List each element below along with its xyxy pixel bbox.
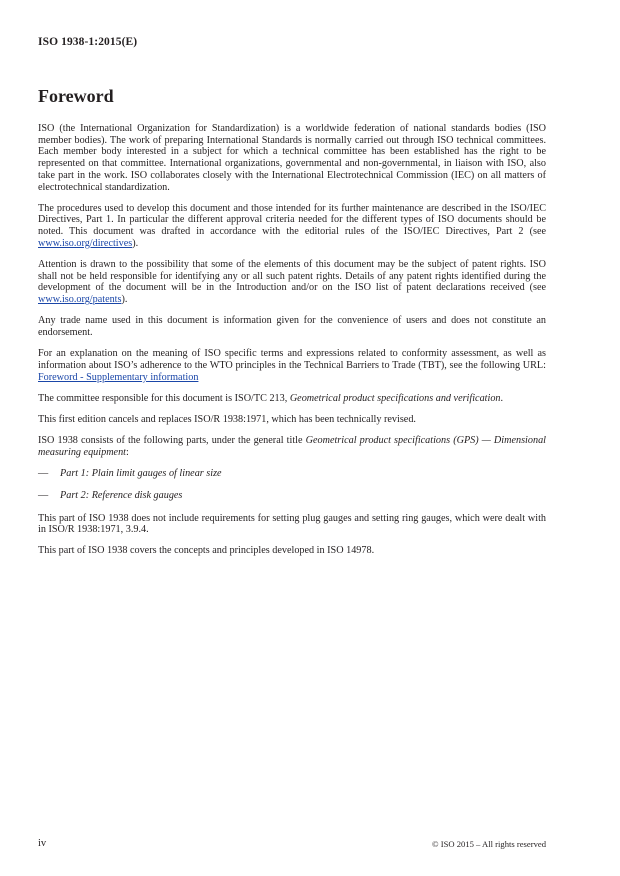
paragraph-iso-federation: ISO (the International Organization for Standardization) is a worldwide federation of national standards bodies (ISO member bodies). The work of preparing International Standards is normally carried out through ISO technical committees. Each member body interested in a subject for which a technical committee has been established has the right to be represented on that committee. International organizations, governmental and non-governmental, in liaison with ISO, also take part in the work. ISO collaborates closely with the International Electrotechnical Commission (IEC) on all matters of electrotechnical standardization.: [38, 123, 546, 193]
copyright-notice: © ISO 2015 – All rights reserved: [432, 839, 546, 849]
paragraph-committee-end: .: [500, 392, 504, 404]
foreword-body: [38, 123, 546, 567]
paragraph-parts-end: :: [126, 446, 129, 458]
paragraph-parts: [38, 435, 546, 458]
paragraph-procedures: [38, 203, 546, 250]
list-item: [38, 490, 546, 502]
page-number: iv: [38, 838, 47, 849]
paragraph-conformity-text: For an explanation on the meaning of ISO specific terms and expressions related to conformity assessment, as well as information about ISO’s adherence to the WTO principles in the Technical Barriers to Trade (TBT), see the following URL:: [38, 348, 546, 371]
paragraph-patent-rights-text: Attention is drawn to the possibility that some of the elements of this document may be the subject of patent rights. ISO shall not be held responsible for identifying any or all such patent rights. Details of any patent rights identified during the development of the document will be in the Introduction and/or on the ISO list of patent declarations received (see: [38, 259, 546, 294]
paragraph-edition: This first edition cancels and replaces ISO/R 1938:1971, which has been technically revised.: [38, 414, 416, 426]
list-dash: —: [38, 468, 49, 480]
paragraph-patent-rights: [38, 259, 546, 306]
paragraph-trade-name: Any trade name used in this document is information given for the convenience of users and does not constitute an endorsement.: [38, 315, 546, 339]
patents-link[interactable]: www.iso.org/patents: [38, 294, 122, 306]
list-dash: —: [38, 490, 49, 502]
page-title: Foreword: [38, 86, 114, 106]
paragraph-committee-text: The committee responsible for this document is ISO/TC 213,: [38, 392, 290, 404]
paragraph-committee: [38, 393, 546, 405]
directives-link[interactable]: www.iso.org/directives: [38, 237, 133, 249]
paragraph-procedures-text: The procedures used to develop this document and those intended for its further maintenance are described in the ISO/IEC Directives, Part 1. In particular the different approval criteria needed for the different types of ISO documents should be noted. This document was drafted in accordance with the editorial rules of the ISO/IEC Directives, Part 2 (see: [38, 202, 546, 238]
paragraph-scope-exclusion: This part of ISO 1938 does not include requirements for setting plug gauges and setting ring gauges, which were dealt with in ISO/R 1938:1971, 3.9.4.: [38, 512, 546, 536]
paragraph-concepts: This part of ISO 1938 covers the concepts and principles developed in ISO 14978.: [38, 545, 375, 557]
paragraph-parts-text: ISO 1938 consists of the following parts, under the general title: [38, 435, 306, 447]
list-item-label: Part 2: Reference disk gauges: [60, 490, 183, 502]
supplementary-information-link[interactable]: Foreword - Supplementary information: [38, 371, 199, 383]
list-item: [38, 468, 546, 480]
document-id-header: ISO 1938-1:2015(E): [38, 36, 138, 48]
paragraph-conformity: [38, 348, 546, 383]
paragraph-procedures-end: ).: [132, 237, 139, 249]
paragraph-patent-rights-end: ).: [121, 294, 128, 306]
committee-title: Geometrical product specifications and verification: [289, 392, 501, 404]
general-title: Geometrical product specifications (GPS) — Dimensional measuring equipment: [38, 435, 546, 458]
list-item-label: Part 1: Plain limit gauges of linear size: [60, 468, 222, 480]
